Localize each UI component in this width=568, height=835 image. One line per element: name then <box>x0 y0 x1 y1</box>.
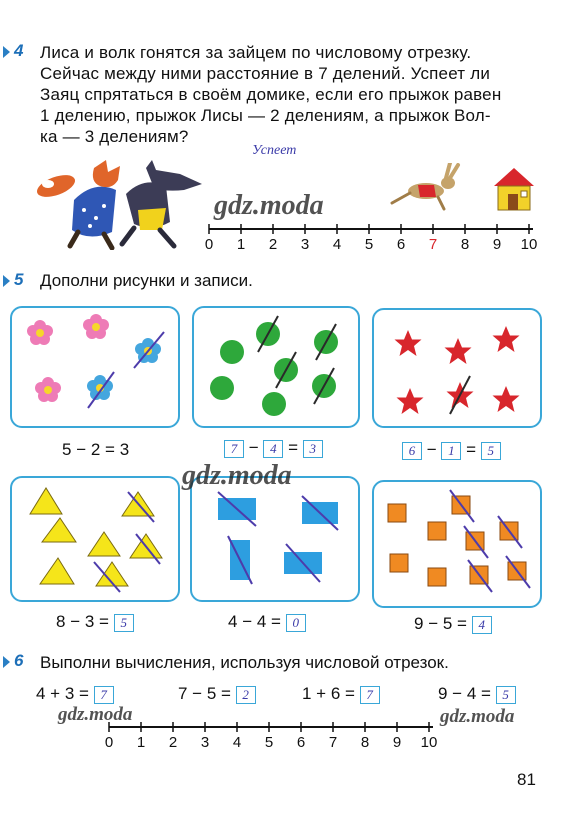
equation-term: 2 <box>90 440 101 459</box>
stars-drawing <box>374 310 540 426</box>
number-line-label: 8 <box>360 734 370 751</box>
equation-1: 5 − 2 = 3 <box>62 440 130 459</box>
answer-box: 7 <box>224 440 244 458</box>
equation-term: 5 <box>62 440 72 459</box>
squares-drawing <box>374 482 540 606</box>
answer-box: 0 <box>286 614 306 632</box>
number-line-label: 9 <box>492 236 502 253</box>
expression-text: 4 + 3 = <box>36 684 89 703</box>
task-6-number: 6 <box>14 651 24 670</box>
equation-term: 4 <box>228 612 238 631</box>
number-line-label: 1 <box>136 734 146 751</box>
hare-illustration <box>388 163 468 211</box>
task-6-instruction: Выполни вычисления, используя числовой отрезок. <box>40 653 449 672</box>
circles-drawing <box>194 308 358 426</box>
equation-term: 3 <box>119 440 130 459</box>
expression-text: 9 − 4 = <box>438 684 491 703</box>
number-line-label: 3 <box>200 734 210 751</box>
task-4-line: Сейчас между ними расстояние в 7 делений. Успеет ли <box>40 64 491 83</box>
answer-box: 3 <box>303 440 323 458</box>
number-line-label: 3 <box>300 236 310 253</box>
equation-term: 4 <box>256 612 267 631</box>
watermark: gdz.moda <box>58 704 133 725</box>
number-line-label: 7 <box>328 734 338 751</box>
picture-box-circles <box>192 306 360 428</box>
expression-text: 1 + 6 = <box>302 684 355 703</box>
task-4-line: 1 делению, прыжок Лисы — 2 делениям, а прыжок Вол- <box>40 106 491 125</box>
expression-1 <box>36 684 114 704</box>
expression-3 <box>302 684 380 704</box>
expression-text: 7 − 5 = <box>178 684 231 703</box>
answer-box: 6 <box>402 442 422 460</box>
number-line-label: 0 <box>204 236 214 253</box>
watermark: gdz.moda <box>214 190 324 221</box>
number-line-label: 4 <box>332 236 342 253</box>
flowers-drawing <box>12 308 178 426</box>
equation-6: 9 − 5 = 4 <box>414 614 492 634</box>
fox-and-wolf-illustration <box>34 160 206 250</box>
answer-box: 7 <box>360 686 380 704</box>
answer-box: 5 <box>114 614 134 632</box>
number-line-label: 10 <box>520 236 538 253</box>
house-illustration <box>492 166 536 212</box>
task-4-number-line <box>205 222 535 236</box>
task-5-marker <box>3 275 10 287</box>
answer-box: 5 <box>481 442 501 460</box>
task-4-line: Заяц спрятаться в своём домике, если его прыжок равен <box>40 85 502 104</box>
answer-box: 5 <box>496 686 516 704</box>
task-4-text <box>40 42 550 147</box>
equation-4: 8 − 3 = 5 <box>56 612 134 632</box>
flower-pink <box>35 377 61 402</box>
task-5-instruction: Дополни рисунки и записи. <box>40 271 253 290</box>
number-line-label: 7 <box>428 236 438 253</box>
equation-term: 5 <box>442 614 453 633</box>
task-4-answer: Успеет <box>252 143 297 158</box>
equation-5: 4 − 4 = 0 <box>228 612 306 632</box>
equation-term: 8 <box>56 612 66 631</box>
number-line-label: 4 <box>232 734 242 751</box>
watermark: gdz.moda <box>182 460 292 491</box>
picture-box-flowers <box>10 306 180 428</box>
task-4-number: 4 <box>14 41 24 60</box>
equation-term: 9 <box>414 614 424 633</box>
picture-box-stars <box>372 308 542 428</box>
answer-box: 1 <box>441 442 461 460</box>
equation-2: 7 − 4 = 3 <box>224 438 323 458</box>
answer-box: 4 <box>263 440 283 458</box>
picture-box-triangles <box>10 476 180 602</box>
picture-box-squares <box>372 480 542 608</box>
number-line-label: 5 <box>264 734 274 751</box>
number-line-label: 2 <box>268 236 278 253</box>
expression-2 <box>178 684 256 704</box>
number-line-label: 0 <box>104 734 114 751</box>
task-4-marker <box>3 46 10 58</box>
number-line-label: 1 <box>236 236 246 253</box>
number-line-label: 5 <box>364 236 374 253</box>
watermark: gdz.moda <box>440 706 515 727</box>
equation-term: 3 <box>84 612 95 631</box>
number-line-label: 10 <box>420 734 438 751</box>
flower-pink <box>83 314 109 339</box>
number-line-label: 9 <box>392 734 402 751</box>
number-line-label: 6 <box>396 236 406 253</box>
answer-box: 2 <box>236 686 256 704</box>
expression-4 <box>438 684 516 704</box>
picture-box-rectangles <box>190 476 360 602</box>
triangles-drawing <box>12 478 178 600</box>
number-line-label: 2 <box>168 734 178 751</box>
answer-box: 4 <box>472 616 492 634</box>
number-line-label: 6 <box>296 734 306 751</box>
task-5-number: 5 <box>14 270 24 289</box>
task-6-number-line <box>105 720 435 734</box>
task-4-line: Лиса и волк гонятся за зайцем по числовому отрезку. <box>40 43 472 62</box>
task-6-marker <box>3 656 10 668</box>
task-4-line: ка — 3 делениям? <box>40 127 189 146</box>
page-number: 81 <box>517 770 536 789</box>
answer-box: 7 <box>94 686 114 704</box>
rectangles-drawing <box>192 478 358 600</box>
equation-3: 6 − 1 = 5 <box>402 440 501 460</box>
flower-pink <box>27 320 53 345</box>
number-line-label: 8 <box>460 236 470 253</box>
